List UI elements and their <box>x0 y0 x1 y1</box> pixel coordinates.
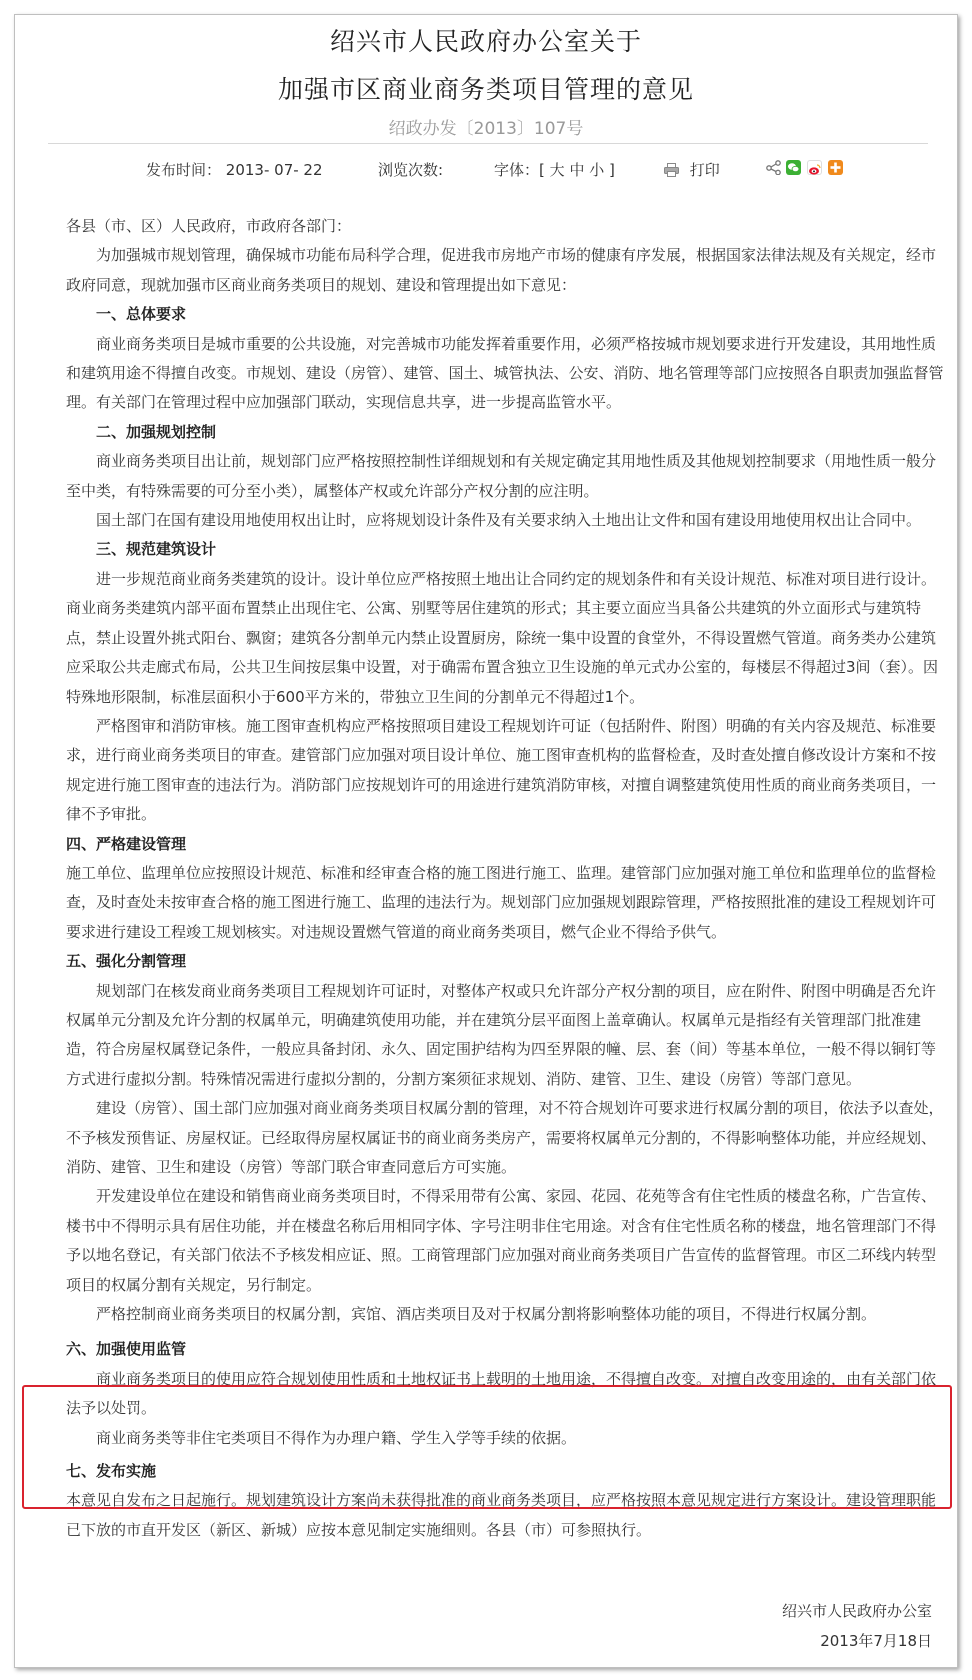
section-5-paragraph-1: 规划部门在核发商业商务类项目工程规划许可证时，对整体产权或只允许部分产权分割的项目，应在附件、附图中明确是否允许权属单元分割及允许分割的权属单元，明确建筑使用功能，并在建筑分层平面图上盖章确认。权属单元是指经有关管理部门批准建造，符合房屋权属登记条件，一般应具备封闭、永久、固定围护结构为四至界限的幢、层、套（间）等基本单位，一般不得以铜钉等方式进行虚拟分割。特殊情况需进行虚拟分割的，分割方案须征求规划、消防、建管、卫生、建设（房管）等部门意见。 <box>66 981 937 1088</box>
share-icon[interactable] <box>766 160 781 175</box>
section-3-paragraph-1: 进一步规范商业商务类建筑的设计。设计单位应严格按照土地出让合同约定的规划条件和有关设计规范、标准对项目进行设计。商业商务类建筑内部平面布置禁止出现住宅、公寓、别墅等居住建筑的形式；其主要立面应当具备公共建筑的外立面形式与建筑特点，禁止设置外挑式阳台、飘窗；建筑各分割单元内禁止设置厨房，除统一集中设置的食堂外，不得设置燃气管道。商务类办公建筑应采取公共走廊式布局，公共卫生间按层集中设置，对于确需布置含独立卫生设施的单元式办公室的，每楼层不得超过3间（套）。因特殊地形限制，标准层面积小于600平方米的，带独立卫生间的分割单元不得超过1个。 <box>66 569 939 706</box>
section-5-paragraph-3: 开发建设单位在建设和销售商业商务类项目时，不得采用带有公寓、家园、花园、花苑等含有住宅性质的楼盘名称，广告宣传、楼书中不得明示具有居住功能，并在楼盘名称后用相同字体、字号注明非住宅用途。对含有住宅性质名称的楼盘，地名管理部门不得予以地名登记，有关部门依法不予核发相应证、照。工商管理部门应加强对商业商务类项目广告宣传的监督管理。市区二环线内转型项目的权属分割有关规定，另行制定。 <box>66 1187 937 1294</box>
section-6-paragraph-1: 商业商务类项目的使用应符合规划使用性质和土地权证书上载明的土地用途，不得擅自改变。对擅自改变用途的，由有关部门依法予以处罚。 <box>66 1369 937 1418</box>
printer-icon <box>664 163 679 181</box>
font-medium-link[interactable]: 中 <box>569 161 585 179</box>
page-title-line1: 绍兴市人民政府办公室关于 <box>329 27 642 56</box>
section-2-paragraph-2: 国土部门在国有建设用地使用权出让时，应将规划设计条件及有关要求纳入土地出让文件和国有建设用地使用权出让合同中。 <box>96 511 922 530</box>
plus-icon[interactable] <box>828 160 843 175</box>
section-6-paragraph-2: 商业商务类等非住宅类项目不得作为办理户籍、学生入学等手续的依据。 <box>96 1428 577 1447</box>
salutation: 各县（市、区）人民政府，市政府各部门： <box>66 217 352 235</box>
section-heading-7: 七、发布实施 <box>66 1462 157 1481</box>
publish-date: 2013- 07- 22 <box>225 161 323 179</box>
font-label: 字体：[ <box>494 161 545 179</box>
wechat-icon[interactable] <box>786 160 801 175</box>
font-size-control <box>494 159 615 180</box>
weibo-icon[interactable] <box>807 160 822 175</box>
section-3-paragraph-2: 严格图审和消防审核。施工图审查机构应严格按照项目建设工程规划许可证（包括附件、附图）明确的有关内容及规范、标准要求，进行商业商务类项目的审查。建管部门应加强对项目设计单位、施工图审查机构的监督检查，及时查处擅自修改设计方案和不按规定进行施工图审查的违法行为。消防部门应按规划许可的用途进行建筑消防审核，对擅自调整建筑使用性质的商业商务类项目，一律不予审批。 <box>66 716 937 824</box>
font-close-bracket: ] <box>609 161 615 179</box>
page-title-line2: 加强市区商业商务类项目管理的意见 <box>277 75 694 104</box>
section-2-paragraph-1: 商业商务类项目出让前，规划部门应严格按照控制性详细规划和有关规定确定其用地性质及其他规划控制要求（用地性质一般分至中类，有特殊需要的可分至小类），属整体产权或允许部分产权分割的应注明。 <box>66 452 937 500</box>
header-divider <box>48 143 928 144</box>
section-heading-5: 五、强化分割管理 <box>66 952 187 971</box>
section-7-paragraph-1: 本意见自发布之日起施行。规划建筑设计方案尚未获得批准的商业商务类项目，应严格按照本意见规定进行方案设计。建设管理职能已下放的市直开发区（新区、新城）应按本意见制定实施细则。各县（市）可参照执行。 <box>66 1491 937 1539</box>
issue-date: 2013年7月18日 <box>820 1632 932 1650</box>
section-heading-4: 四、严格建设管理 <box>66 834 187 853</box>
publish-info <box>146 159 323 180</box>
document-body <box>66 212 946 1545</box>
section-heading-6: 六、加强使用监管 <box>66 1340 187 1359</box>
font-small-link[interactable]: 小 <box>589 161 605 179</box>
section-5-paragraph-2: 建设（房管）、国土部门应加强对商业商务类项目权属分割的管理，对不符合规划许可要求进行权属分割的项目，依法予以查处，不予核发预售证、房屋权证。已经取得房屋权属证书的商业商务类房产，需要将权属单元分割的，不得影响整体功能，并应经规划、消防、建管、卫生和建设（房管）等部门联合审查同意后方可实施。 <box>66 1099 944 1176</box>
section-4-paragraph-1: 施工单位、监理单位应按照设计规范、标准和经审查合格的施工图进行施工、监理。建管部门应加强对施工单位和监理单位的监督检查，及时查处未按审查合格的施工图进行施工、监理的违法行为。规划部门应加强规划跟踪管理，严格按照批准的建设工程规划许可要求进行建设工程竣工规划核实。对违规设置燃气管道的商业商务类项目，燃气企业不得给予供气。 <box>66 863 937 941</box>
section-heading-1: 一、总体要求 <box>96 305 187 324</box>
publish-label: 发布时间： <box>146 161 222 179</box>
section-heading-2: 二、加强规划控制 <box>96 422 217 441</box>
print-label: 打印 <box>689 161 720 179</box>
font-large-link[interactable]: 大 <box>549 161 565 179</box>
intro-paragraph: 为加强城市规划管理，确保城市功能布局科学合理，促进我市房地产市场的健康有序发展，根据国家法律法规及有关规定，经市政府同意，现就加强市区商业商务类项目的规划、建设和管理提出如下意见： <box>66 246 937 294</box>
highlight-box <box>22 1385 952 1509</box>
document-number: 绍政办发〔2013〕107号 <box>388 119 584 139</box>
section-1-paragraph-1: 商业商务类项目是城市重要的公共设施，对完善城市功能发挥着重要作用，必须严格按城市规划要求进行开发建设，其用地性质和建筑用途不得擅自改变。市规划、建设（房管）、建管、国土、城管执法、公安、消防、地名管理等部门应按照各自职责加强监督管理。有关部门在管理过程中应加强部门联动，实现信息共享，进一步提高监管水平。 <box>66 334 944 412</box>
section-heading-3: 三、规范建筑设计 <box>96 540 217 559</box>
views-label: 浏览次数: <box>378 161 444 179</box>
print-button[interactable] <box>664 159 720 181</box>
section-5-paragraph-4: 严格控制商业商务类项目的权属分割，宾馆、酒店类项目及对于权属分割将影响整体功能的项目，不得进行权属分割。 <box>96 1305 877 1324</box>
issuer-signature: 绍兴市人民政府办公室 <box>781 1602 932 1620</box>
